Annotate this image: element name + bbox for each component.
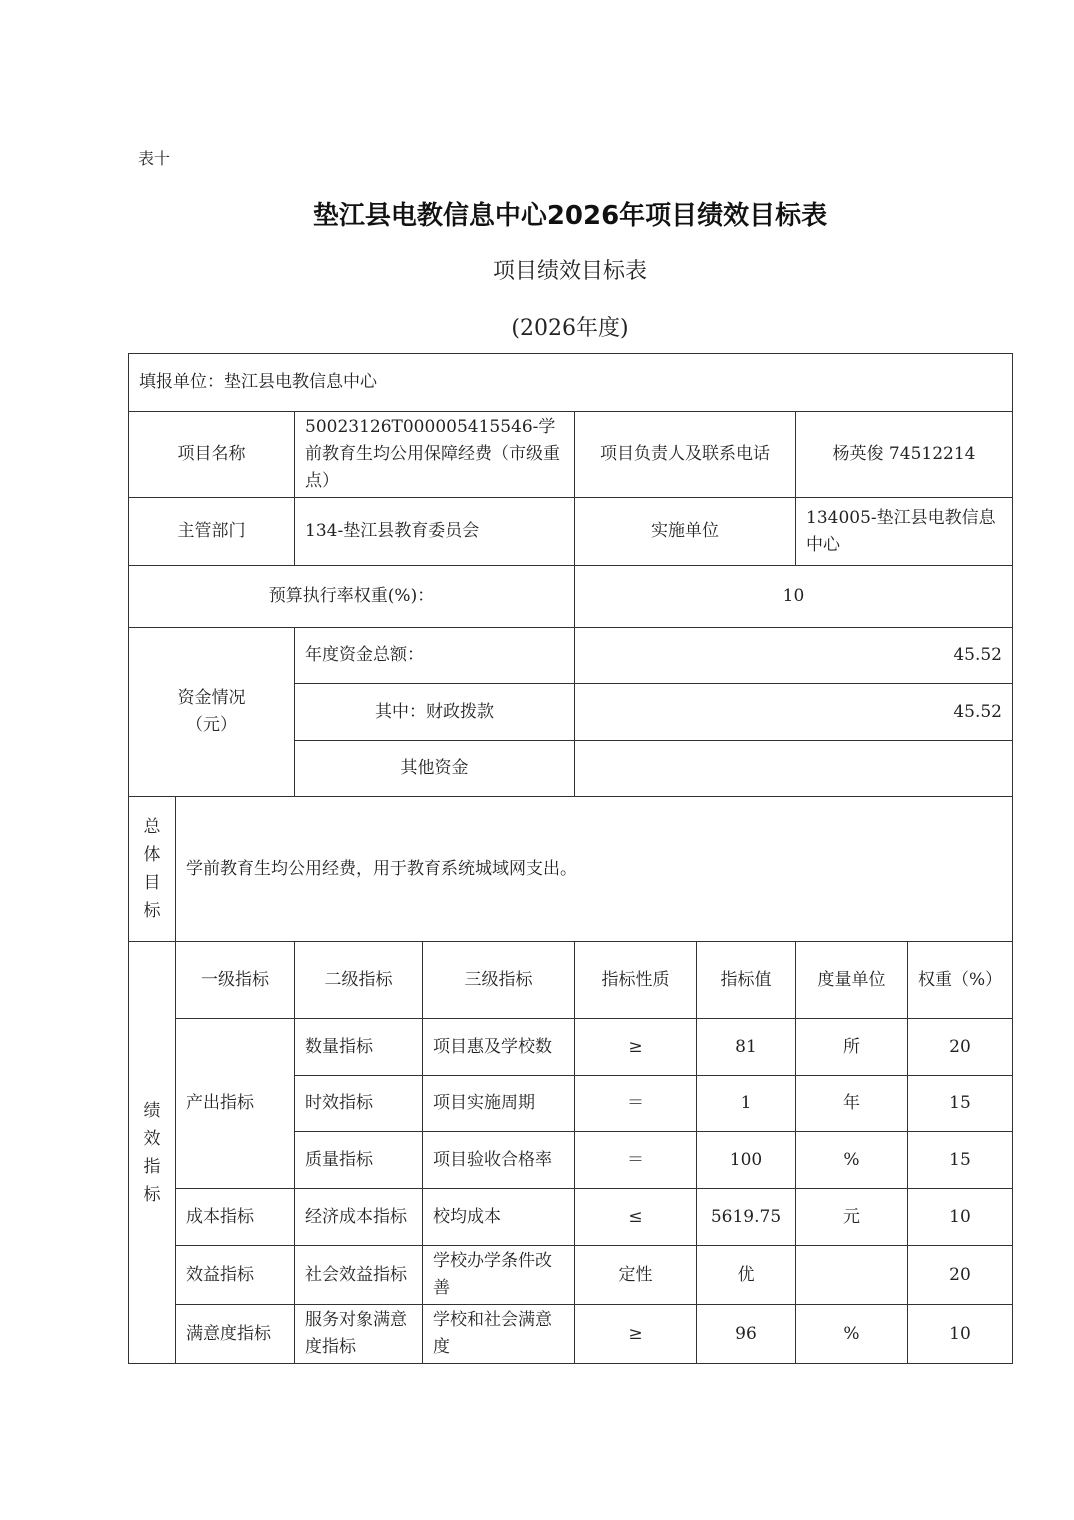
level3-cell: 学校办学条件改善	[423, 1246, 575, 1305]
level1-cell: 产出指标	[176, 1019, 295, 1189]
total-funds-value: 45.52	[575, 628, 1013, 684]
page-title: 垫江县电教信息中心2026年项目绩效目标表	[312, 201, 828, 231]
implementing-unit-value: 134005-垫江县电教信息中心	[796, 498, 1013, 566]
level3-cell: 学校和社会满意度	[423, 1305, 575, 1364]
level1-cell: 满意度指标	[176, 1305, 295, 1364]
unit-cell: 所	[796, 1019, 908, 1076]
value-cell: 81	[697, 1019, 796, 1076]
funds-label-line2: （元）	[186, 715, 237, 735]
header-unit: 度量单位	[796, 942, 908, 1019]
weight-cell: 10	[908, 1189, 1013, 1246]
weight-cell: 20	[908, 1019, 1013, 1076]
unit-cell: 元	[796, 1189, 908, 1246]
overall-goal-label	[129, 797, 176, 942]
level2-cell: 经济成本指标	[295, 1189, 423, 1246]
level3-cell: 项目实施周期	[423, 1076, 575, 1132]
level2-cell: 数量指标	[295, 1019, 423, 1076]
project-name-label: 项目名称	[129, 412, 295, 498]
fiscal-funds-value: 45.52	[575, 684, 1013, 741]
department-value: 134-垫江县教育委员会	[295, 498, 575, 566]
value-cell: 5619.75	[697, 1189, 796, 1246]
indicator-char: 指	[143, 1156, 161, 1177]
table-row	[129, 1246, 1013, 1305]
header-nature: 指标性质	[575, 942, 697, 1019]
nature-cell: ≥	[575, 1305, 697, 1364]
other-funds-label: 其他资金	[295, 741, 575, 797]
level3-cell: 项目验收合格率	[423, 1132, 575, 1189]
performance-target-table	[128, 353, 1013, 1364]
level1-cell: 成本指标	[176, 1189, 295, 1246]
funds-total-row	[129, 628, 1013, 684]
table-row	[129, 1305, 1013, 1364]
unit-cell: 年	[796, 1076, 908, 1132]
indicator-char: 标	[143, 1184, 161, 1205]
goal-char: 目	[143, 873, 161, 893]
budget-weight-row	[129, 566, 1013, 628]
goal-char: 标	[143, 901, 161, 921]
budget-weight-value: 10	[575, 566, 1013, 628]
header-level3: 三级指标	[423, 942, 575, 1019]
weight-cell: 15	[908, 1076, 1013, 1132]
level2-cell: 社会效益指标	[295, 1246, 423, 1305]
budget-weight-label: 预算执行率权重(%)：	[129, 566, 575, 628]
fiscal-year: (2026年度)	[511, 316, 629, 341]
indicators-label	[129, 942, 176, 1364]
unit-cell: %	[796, 1132, 908, 1189]
value-cell: 100	[697, 1132, 796, 1189]
goal-char: 体	[143, 845, 161, 865]
level2-cell: 时效指标	[295, 1076, 423, 1132]
other-funds-value	[575, 741, 1013, 797]
level3-cell: 项目惠及学校数	[423, 1019, 575, 1076]
level2-cell: 质量指标	[295, 1132, 423, 1189]
level2-cell: 服务对象满意度指标	[295, 1305, 423, 1364]
funds-label	[129, 628, 295, 797]
project-name-value: 50023126T000005415546-学前教育生均公用保障经费（市级重点）	[295, 412, 575, 498]
table-subtitle: 项目绩效目标表	[492, 259, 647, 284]
project-name-row	[129, 412, 1013, 498]
nature-cell: ≤	[575, 1189, 697, 1246]
fiscal-funds-label: 其中：财政拨款	[295, 684, 575, 741]
indicator-char: 效	[143, 1128, 161, 1149]
table-number-label: 表十	[138, 149, 171, 168]
contact-label: 项目负责人及联系电话	[575, 412, 796, 498]
weight-cell: 15	[908, 1132, 1013, 1189]
value-cell: 优	[697, 1246, 796, 1305]
nature-cell: ＝	[575, 1076, 697, 1132]
value-cell: 1	[697, 1076, 796, 1132]
department-label: 主管部门	[129, 498, 295, 566]
contact-value: 杨英俊 74512214	[796, 412, 1013, 498]
unit-cell: %	[796, 1305, 908, 1364]
nature-cell: 定性	[575, 1246, 697, 1305]
funds-label-line1: 资金情况	[177, 688, 246, 708]
table-row	[129, 1189, 1013, 1246]
table-row	[129, 1019, 1013, 1076]
level3-cell: 校均成本	[423, 1189, 575, 1246]
value-cell: 96	[697, 1305, 796, 1364]
goal-char: 总	[143, 817, 161, 837]
weight-cell: 10	[908, 1305, 1013, 1364]
level1-cell: 效益指标	[176, 1246, 295, 1305]
total-funds-label: 年度资金总额：	[295, 628, 575, 684]
indicator-header-row	[129, 942, 1013, 1019]
unit-cell	[796, 1246, 908, 1305]
header-value: 指标值	[697, 942, 796, 1019]
weight-cell: 20	[908, 1246, 1013, 1305]
nature-cell: ≥	[575, 1019, 697, 1076]
department-row	[129, 498, 1013, 566]
nature-cell: ＝	[575, 1132, 697, 1189]
overall-goal-text: 学前教育生均公用经费，用于教育系统城域网支出。	[176, 797, 1013, 942]
reporting-unit-row	[129, 354, 1013, 412]
reporting-unit: 填报单位：垫江县电教信息中心	[129, 354, 1013, 412]
indicator-char: 绩	[143, 1100, 161, 1121]
header-level2: 二级指标	[295, 942, 423, 1019]
header-level1: 一级指标	[176, 942, 295, 1019]
implementing-unit-label: 实施单位	[575, 498, 796, 566]
overall-goal-row	[129, 797, 1013, 942]
header-weight: 权重（%）	[908, 942, 1013, 1019]
